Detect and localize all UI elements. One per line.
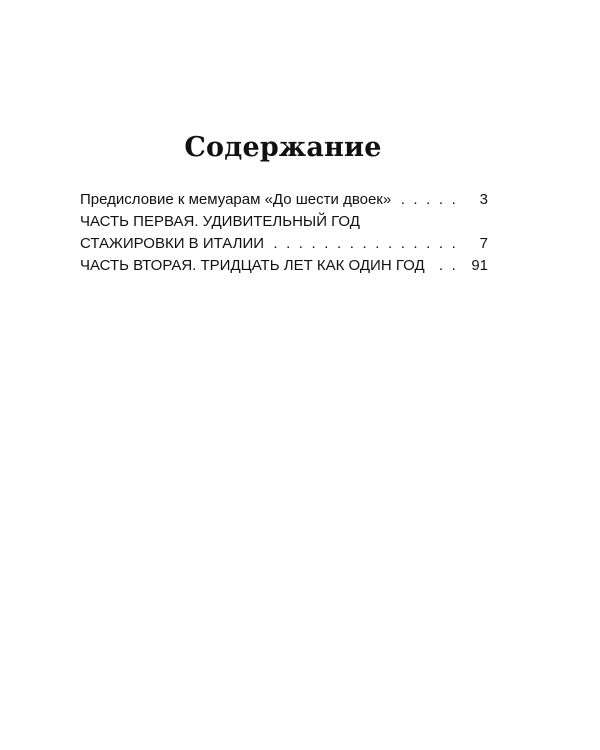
- toc-entry-title-line-2: СТАЖИРОВКИ В ИТАЛИИ: [80, 235, 265, 252]
- toc-leader-dots: [401, 189, 458, 211]
- toc-title: Содержание: [184, 132, 382, 163]
- toc-list: [80, 189, 488, 277]
- toc-entry-page: 91: [471, 257, 488, 274]
- toc-entry-preface[interactable]: [80, 189, 488, 211]
- toc-entry-line: [80, 255, 488, 277]
- toc-entry-part-two[interactable]: [80, 255, 488, 277]
- toc-entry-line: [80, 233, 488, 255]
- toc-entry-title-line-1: ЧАСТЬ ПЕРВАЯ. УДИВИТЕЛЬНЫЙ ГОД: [80, 213, 360, 230]
- toc-entry-title: ЧАСТЬ ВТОРАЯ. ТРИДЦАТЬ ЛЕТ КАК ОДИН ГОД: [80, 257, 425, 274]
- toc-entry-page: 7: [479, 235, 488, 252]
- toc-entry-line: [80, 189, 488, 211]
- toc-leader-dots: [435, 255, 458, 277]
- toc-leader-dots: [274, 233, 458, 255]
- toc-entry-page: 3: [479, 191, 488, 208]
- toc-entry-part-one[interactable]: [80, 211, 488, 255]
- toc-entry-title: Предисловие к мемуарам «До шести двоек»: [80, 191, 392, 208]
